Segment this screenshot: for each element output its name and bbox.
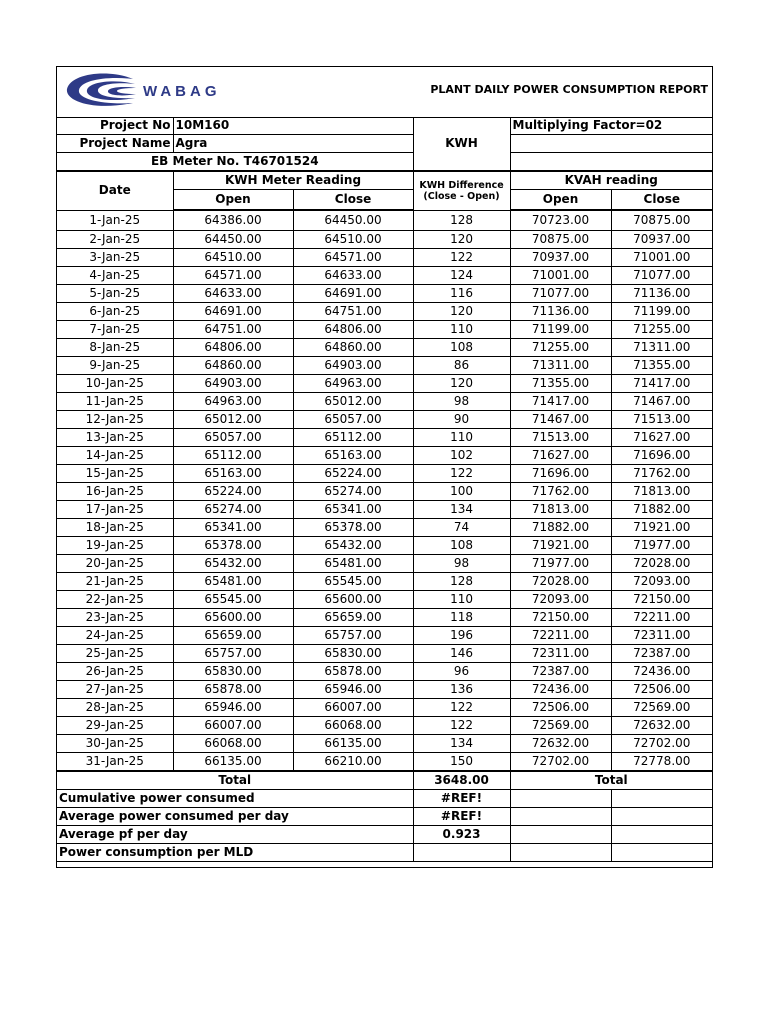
kvah-close-cell: 71001.00 [611,249,712,267]
kvah-close-cell: 72150.00 [611,591,712,609]
report-sheet [56,66,713,868]
project-no-row [57,117,712,135]
kwh-difference-cell: 196 [413,627,510,645]
kwh-open-cell: 66007.00 [173,717,293,735]
kwh-open-cell: 65830.00 [173,663,293,681]
kvah-close-cell: 72778.00 [611,753,712,772]
kvah-total-label: Total [510,771,712,790]
kwh-difference-cell: 128 [413,573,510,591]
project-no-value: 10M160 [173,117,413,135]
kwh-open-cell: 64751.00 [173,321,293,339]
table-row [57,267,712,285]
kwh-open-cell: 65112.00 [173,447,293,465]
table-row [57,210,712,231]
project-name-value: Agra [173,135,413,153]
table-row [57,303,712,321]
kwh-difference-cell: 116 [413,285,510,303]
kwh-open-cell: 65057.00 [173,429,293,447]
kwh-label: KWH [413,117,510,171]
kwh-close-cell: 65112.00 [293,429,413,447]
summary-value: 0.923 [413,826,510,844]
kvah-open-cell: 71467.00 [510,411,611,429]
kvah-open-cell: 71255.00 [510,339,611,357]
kvah-open-cell: 71199.00 [510,321,611,339]
kvah-open-cell: 72702.00 [510,753,611,772]
kwh-difference-cell: 120 [413,375,510,393]
report-title: PLANT DAILY POWER CONSUMPTION REPORT [430,83,708,96]
blank-cell [611,790,712,808]
kwh-open-cell: 65163.00 [173,465,293,483]
date-cell: 30-Jan-25 [57,735,173,753]
kwh-difference-cell: 128 [413,210,510,231]
blank-cell [611,844,712,862]
kwh-close-cell: 65757.00 [293,627,413,645]
table-row [57,753,712,772]
summary-row [57,844,712,862]
kwh-close-cell: 65163.00 [293,447,413,465]
date-cell: 14-Jan-25 [57,447,173,465]
kvah-open-header: Open [510,190,611,211]
kvah-close-cell: 71136.00 [611,285,712,303]
kwh-difference-cell: 122 [413,699,510,717]
kvah-close-cell: 71417.00 [611,375,712,393]
date-cell: 15-Jan-25 [57,465,173,483]
table-row [57,339,712,357]
kwh-difference-cell: 108 [413,339,510,357]
kvah-close-cell: 71467.00 [611,393,712,411]
total-kwh: 3648.00 [413,771,510,790]
kwh-close-cell: 66135.00 [293,735,413,753]
kwh-close-cell: 65830.00 [293,645,413,663]
kwh-difference-cell: 108 [413,537,510,555]
project-name-row [57,135,712,153]
kwh-close-cell: 65341.00 [293,501,413,519]
date-cell: 3-Jan-25 [57,249,173,267]
kvah-open-cell: 71417.00 [510,393,611,411]
blank-cell [611,808,712,826]
table-row [57,483,712,501]
table-row [57,231,712,249]
totals-row [57,771,712,790]
kvah-close-cell: 71513.00 [611,411,712,429]
kwh-close-cell: 66007.00 [293,699,413,717]
table-row [57,501,712,519]
summary-value: #REF! [413,808,510,826]
kwh-difference-cell: 150 [413,753,510,772]
kvah-open-cell: 71136.00 [510,303,611,321]
table-row [57,591,712,609]
table-row [57,447,712,465]
kvah-close-cell: 71882.00 [611,501,712,519]
kvah-close-cell: 70937.00 [611,231,712,249]
table-row [57,627,712,645]
kvah-close-cell: 71696.00 [611,447,712,465]
date-cell: 7-Jan-25 [57,321,173,339]
project-name-label: Project Name [57,135,173,153]
kvah-open-cell: 72387.00 [510,663,611,681]
kwh-difference-cell: 120 [413,231,510,249]
kwh-close-cell: 66210.00 [293,753,413,772]
kwh-difference-cell: 146 [413,645,510,663]
blank-cell [510,153,712,172]
kwh-difference-header: KWH Difference (Close - Open) [413,171,510,210]
kvah-open-cell: 71882.00 [510,519,611,537]
kwh-difference-cell: 118 [413,609,510,627]
kvah-close-cell: 72387.00 [611,645,712,663]
blank-cell [510,790,611,808]
table-row [57,537,712,555]
kvah-close-cell: 72093.00 [611,573,712,591]
kwh-meter-reading-header: KWH Meter Reading [173,171,413,190]
table-row [57,717,712,735]
kvah-close-cell: 72211.00 [611,609,712,627]
date-cell: 8-Jan-25 [57,339,173,357]
kwh-difference-cell: 122 [413,717,510,735]
table-row [57,609,712,627]
kwh-open-cell: 64903.00 [173,375,293,393]
kwh-close-cell: 65946.00 [293,681,413,699]
kwh-difference-cell: 90 [413,411,510,429]
kvah-open-cell: 71813.00 [510,501,611,519]
kwh-open-cell: 65878.00 [173,681,293,699]
kvah-open-cell: 71696.00 [510,465,611,483]
consumption-table [57,117,712,862]
date-cell: 2-Jan-25 [57,231,173,249]
kvah-close-cell: 71255.00 [611,321,712,339]
kvah-open-cell: 72311.00 [510,645,611,663]
kwh-open-cell: 64571.00 [173,267,293,285]
date-cell: 27-Jan-25 [57,681,173,699]
kwh-difference-cell: 98 [413,393,510,411]
kwh-close-cell: 66068.00 [293,717,413,735]
kwh-difference-cell: 124 [413,267,510,285]
kvah-close-cell: 70875.00 [611,210,712,231]
eb-meter-number: EB Meter No. T46701524 [57,153,413,172]
table-row [57,375,712,393]
table-row [57,735,712,753]
kwh-difference-cell: 100 [413,483,510,501]
table-row [57,663,712,681]
table-row [57,645,712,663]
kwh-close-cell: 64691.00 [293,285,413,303]
kwh-difference-cell: 136 [413,681,510,699]
table-row [57,429,712,447]
kwh-close-cell: 64903.00 [293,357,413,375]
multiplying-factor: Multiplying Factor=02 [510,117,712,135]
kwh-difference-cell: 86 [413,357,510,375]
kwh-open-cell: 64386.00 [173,210,293,231]
kwh-close-cell: 64751.00 [293,303,413,321]
kwh-close-cell: 65878.00 [293,663,413,681]
kvah-close-cell: 72506.00 [611,681,712,699]
kwh-close-cell: 65545.00 [293,573,413,591]
kvah-open-cell: 72028.00 [510,573,611,591]
kwh-close-cell: 64963.00 [293,375,413,393]
kvah-open-cell: 71977.00 [510,555,611,573]
kwh-difference-cell: 110 [413,321,510,339]
kvah-close-cell: 72569.00 [611,699,712,717]
kwh-difference-cell: 110 [413,591,510,609]
kwh-close-cell: 64571.00 [293,249,413,267]
table-row [57,411,712,429]
kvah-close-cell: 72436.00 [611,663,712,681]
kwh-difference-cell: 74 [413,519,510,537]
kvah-open-cell: 70723.00 [510,210,611,231]
table-row [57,519,712,537]
kwh-open-cell: 64510.00 [173,249,293,267]
kwh-open-cell: 65432.00 [173,555,293,573]
date-cell: 21-Jan-25 [57,573,173,591]
kvah-close-header: Close [611,190,712,211]
date-cell: 23-Jan-25 [57,609,173,627]
date-cell: 5-Jan-25 [57,285,173,303]
kvah-open-cell: 71311.00 [510,357,611,375]
kwh-difference-cell: 110 [413,429,510,447]
kwh-close-header: Close [293,190,413,211]
kwh-open-cell: 65378.00 [173,537,293,555]
date-cell: 10-Jan-25 [57,375,173,393]
blank-cell [510,844,611,862]
summary-label: Average power consumed per day [57,808,413,826]
summary-value [413,844,510,862]
kwh-open-cell: 65600.00 [173,609,293,627]
summary-row [57,790,712,808]
kwh-open-cell: 64633.00 [173,285,293,303]
kvah-open-cell: 72093.00 [510,591,611,609]
kvah-open-cell: 72150.00 [510,609,611,627]
date-cell: 13-Jan-25 [57,429,173,447]
date-cell: 26-Jan-25 [57,663,173,681]
kwh-open-cell: 64450.00 [173,231,293,249]
kvah-open-cell: 72211.00 [510,627,611,645]
summary-label: Power consumption per MLD [57,844,413,862]
kvah-close-cell: 71627.00 [611,429,712,447]
kwh-open-cell: 65224.00 [173,483,293,501]
date-cell: 1-Jan-25 [57,210,173,231]
summary-row [57,826,712,844]
kwh-open-cell: 65659.00 [173,627,293,645]
blank-cell [510,826,611,844]
kwh-close-cell: 64806.00 [293,321,413,339]
kvah-close-cell: 72311.00 [611,627,712,645]
date-cell: 12-Jan-25 [57,411,173,429]
header-row-1 [57,171,712,190]
table-row [57,681,712,699]
date-cell: 29-Jan-25 [57,717,173,735]
kvah-close-cell: 72028.00 [611,555,712,573]
table-row [57,555,712,573]
kwh-difference-cell: 120 [413,303,510,321]
kwh-open-cell: 66135.00 [173,753,293,772]
kvah-close-cell: 71077.00 [611,267,712,285]
date-cell: 31-Jan-25 [57,753,173,772]
kvah-open-cell: 70875.00 [510,231,611,249]
date-cell: 6-Jan-25 [57,303,173,321]
table-row [57,357,712,375]
kvah-close-cell: 71355.00 [611,357,712,375]
kvah-close-cell: 72702.00 [611,735,712,753]
summary-label: Average pf per day [57,826,413,844]
kvah-close-cell: 71977.00 [611,537,712,555]
table-row [57,465,712,483]
kwh-open-cell: 64860.00 [173,357,293,375]
kwh-difference-cell: 96 [413,663,510,681]
kvah-close-cell: 71199.00 [611,303,712,321]
summary-label: Cumulative power consumed [57,790,413,808]
date-cell: 20-Jan-25 [57,555,173,573]
kwh-difference-cell: 102 [413,447,510,465]
kwh-close-cell: 65659.00 [293,609,413,627]
kvah-close-cell: 71813.00 [611,483,712,501]
kwh-open-cell: 64963.00 [173,393,293,411]
kvah-open-cell: 72436.00 [510,681,611,699]
date-cell: 25-Jan-25 [57,645,173,663]
kwh-difference-cell: 134 [413,735,510,753]
kwh-open-cell: 65274.00 [173,501,293,519]
kwh-difference-cell: 122 [413,465,510,483]
kwh-open-cell: 64691.00 [173,303,293,321]
kwh-close-cell: 64450.00 [293,210,413,231]
table-row [57,285,712,303]
date-cell: 28-Jan-25 [57,699,173,717]
blank-cell [510,808,611,826]
kvah-open-cell: 71077.00 [510,285,611,303]
date-cell: 22-Jan-25 [57,591,173,609]
kwh-close-cell: 64633.00 [293,267,413,285]
kwh-close-cell: 65274.00 [293,483,413,501]
table-row [57,321,712,339]
kwh-close-cell: 65012.00 [293,393,413,411]
kwh-open-cell: 65545.00 [173,591,293,609]
kwh-open-cell: 64806.00 [173,339,293,357]
kvah-reading-header: KVAH reading [510,171,712,190]
kvah-open-cell: 72569.00 [510,717,611,735]
kvah-close-cell: 71762.00 [611,465,712,483]
total-label: Total [57,771,413,790]
kvah-open-cell: 72506.00 [510,699,611,717]
kwh-close-cell: 65600.00 [293,591,413,609]
table-row [57,699,712,717]
kwh-close-cell: 65378.00 [293,519,413,537]
project-no-label: Project No [57,117,173,135]
kwh-open-header: Open [173,190,293,211]
blank-cell [510,135,712,153]
kvah-open-cell: 71627.00 [510,447,611,465]
data-rows [57,210,712,771]
kwh-close-cell: 65432.00 [293,537,413,555]
date-cell: 9-Jan-25 [57,357,173,375]
date-header: Date [57,171,173,210]
kvah-open-cell: 71513.00 [510,429,611,447]
kwh-difference-cell: 122 [413,249,510,267]
kvah-open-cell: 71762.00 [510,483,611,501]
date-cell: 19-Jan-25 [57,537,173,555]
kvah-open-cell: 72632.00 [510,735,611,753]
date-cell: 16-Jan-25 [57,483,173,501]
date-cell: 17-Jan-25 [57,501,173,519]
date-cell: 24-Jan-25 [57,627,173,645]
kvah-close-cell: 71311.00 [611,339,712,357]
wabag-logo [63,71,223,113]
summary-value: #REF! [413,790,510,808]
kwh-open-cell: 65757.00 [173,645,293,663]
kwh-close-cell: 64860.00 [293,339,413,357]
table-row [57,393,712,411]
kwh-difference-cell: 98 [413,555,510,573]
kwh-close-cell: 65057.00 [293,411,413,429]
kvah-close-cell: 71921.00 [611,519,712,537]
date-cell: 11-Jan-25 [57,393,173,411]
report-header [57,67,712,118]
kwh-close-cell: 64510.00 [293,231,413,249]
date-cell: 4-Jan-25 [57,267,173,285]
kwh-close-cell: 65224.00 [293,465,413,483]
kwh-open-cell: 66068.00 [173,735,293,753]
kwh-difference-cell: 134 [413,501,510,519]
table-row [57,249,712,267]
eb-meter-row [57,153,712,172]
summary-row [57,808,712,826]
kwh-open-cell: 65012.00 [173,411,293,429]
date-cell: 18-Jan-25 [57,519,173,537]
kwh-open-cell: 65481.00 [173,573,293,591]
kvah-open-cell: 70937.00 [510,249,611,267]
table-row [57,573,712,591]
kwh-close-cell: 65481.00 [293,555,413,573]
kvah-close-cell: 72632.00 [611,717,712,735]
brand-name: WABAG [143,83,221,100]
kvah-open-cell: 71355.00 [510,375,611,393]
kwh-open-cell: 65946.00 [173,699,293,717]
kvah-open-cell: 71001.00 [510,267,611,285]
kvah-open-cell: 71921.00 [510,537,611,555]
kwh-open-cell: 65341.00 [173,519,293,537]
blank-cell [611,826,712,844]
